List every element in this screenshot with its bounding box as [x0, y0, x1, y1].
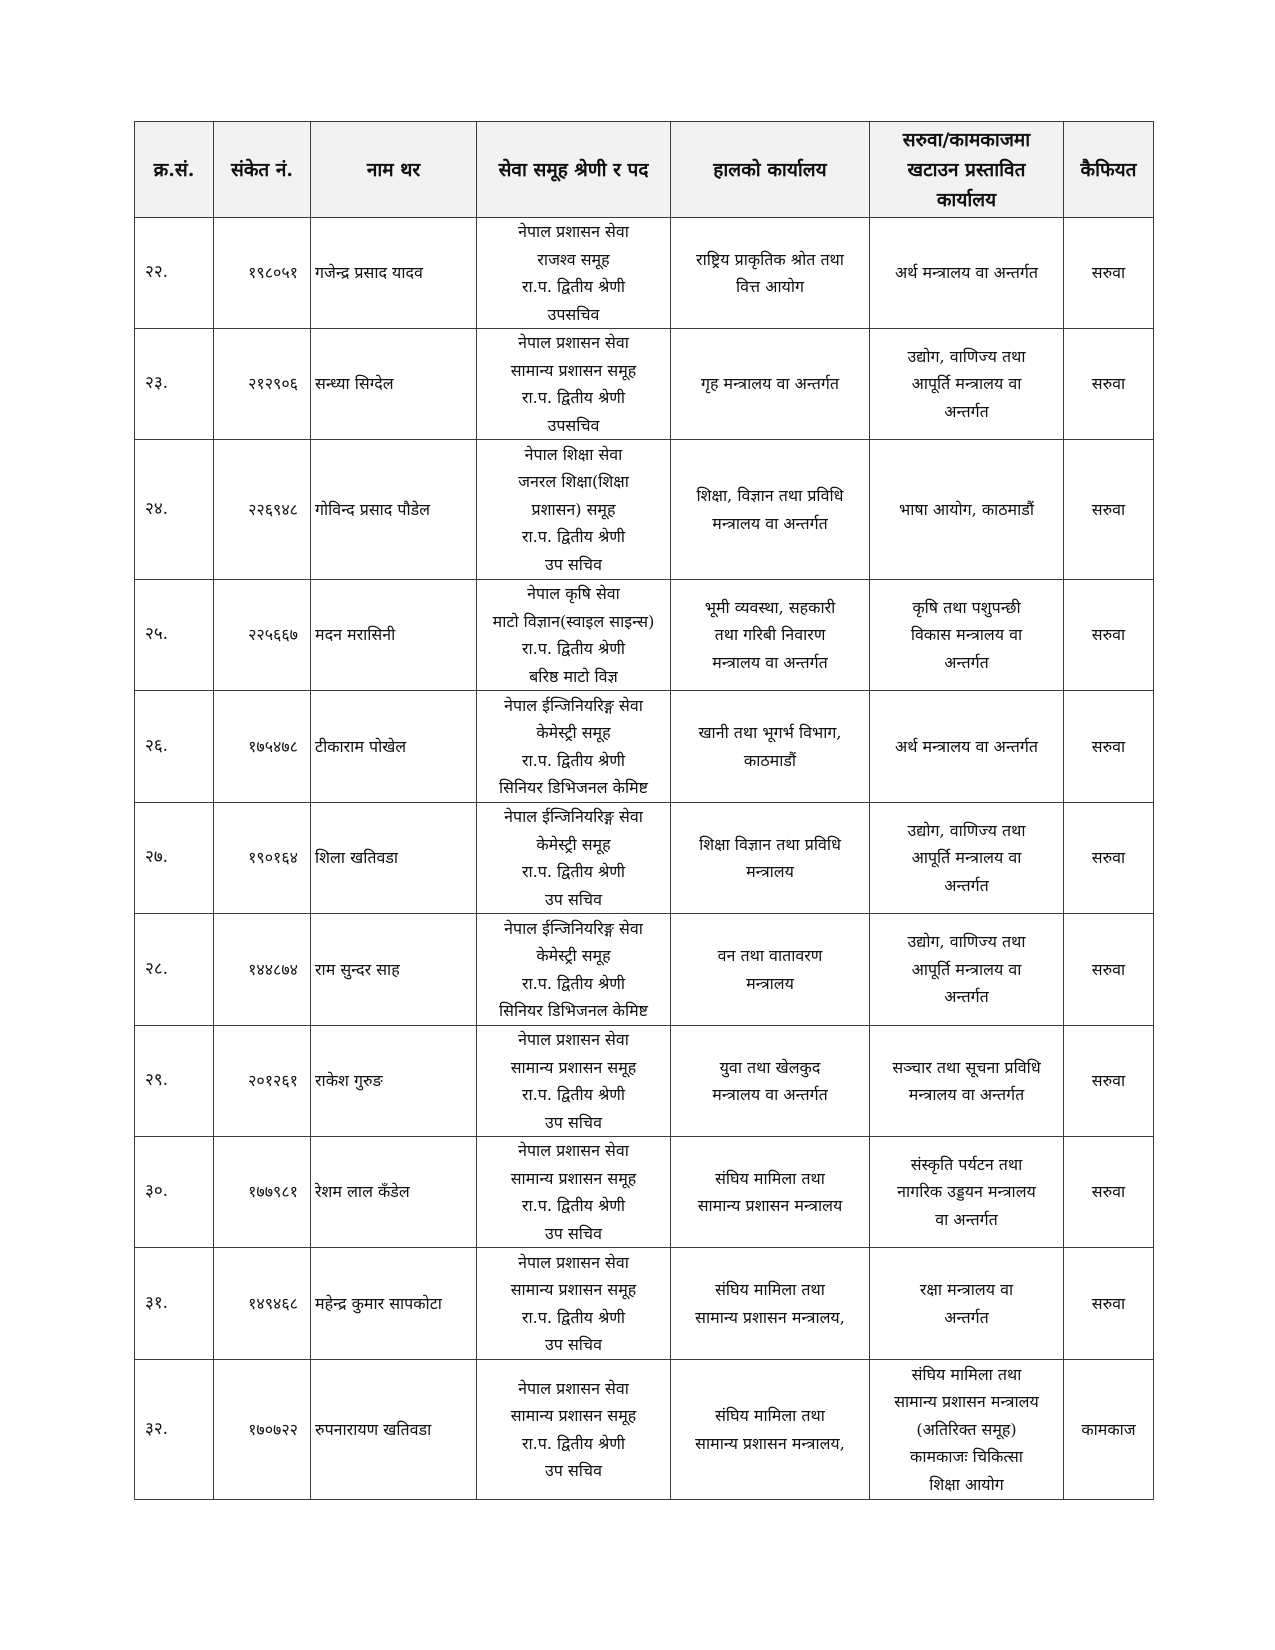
service-cell [477, 329, 671, 440]
name-cell: रुपनारायण खतिवडा [311, 1360, 477, 1500]
header-service-group-class-post: सेवा समूह श्रेणी र पद [477, 122, 671, 218]
name-cell: गजेन्द्र प्रसाद यादव [311, 218, 477, 329]
proposed-office-line: अर्थ मन्त्रालय वा अन्तर्गत [894, 263, 1039, 283]
proposed-office-line: अन्तर्गत [944, 987, 989, 1007]
service-line: उप सचिव [545, 889, 602, 909]
proposed-office-line: (अतिरिक्त समूह) [916, 1419, 1017, 1439]
proposed-office-line: कृषि तथा पशुपन्छी [912, 597, 1021, 617]
proposed-office-line: भाषा आयोग, काठमाडौं [899, 499, 1034, 519]
proposed-office-line: आपूर्ति मन्त्रालय वा [911, 374, 1022, 394]
proposed-office-line: रक्षा मन्त्रालय वा [919, 1280, 1014, 1299]
service-line: नेपाल प्रशासन सेवा [518, 1141, 629, 1160]
proposed-office-cell [870, 580, 1064, 691]
proposed-office-line: अन्तर्गत [944, 1307, 989, 1327]
current-office-line: शिक्षा, विज्ञान तथा प्रविधि [696, 486, 844, 505]
service-line: बरिष्ठ माटो विज्ञ [529, 666, 618, 686]
code-number-cell: १४४८७४ [214, 914, 311, 1026]
current-office-cell [671, 1026, 870, 1137]
current-office-line: मन्त्रालय वा अन्तर्गत [712, 1085, 828, 1104]
transfer-table [134, 121, 1154, 1500]
current-office-line: सामान्य प्रशासन मन्त्रालय [697, 1196, 843, 1215]
serial-number-cell: ३०. [135, 1137, 214, 1248]
service-line: नेपाल शिक्षा सेवा [524, 444, 623, 464]
table-row [135, 914, 1154, 1026]
current-office-cell [671, 1137, 870, 1248]
remarks-cell: सरुवा [1064, 218, 1154, 329]
remarks-cell: कामकाज [1064, 1360, 1154, 1500]
service-line: नेपाल प्रशासन सेवा [518, 222, 629, 241]
service-line: प्रशासन) समूह [531, 499, 616, 519]
current-office-line: मन्त्रालय [746, 973, 794, 993]
service-line: सामान्य प्रशासन समूह [510, 360, 637, 380]
current-office-line: गृह मन्त्रालय वा अन्तर्गत [700, 374, 840, 394]
proposed-office-line: नागरिक उड्डयन मन्त्रालय [897, 1182, 1036, 1202]
current-office-line: मन्त्रालय वा अन्तर्गत [712, 513, 828, 533]
current-office-cell [671, 914, 870, 1026]
table-row [135, 1026, 1154, 1137]
code-number-cell: १९०१६४ [214, 803, 311, 914]
service-line: सामान्य प्रशासन समूह [510, 1280, 637, 1299]
proposed-office-cell [870, 1026, 1064, 1137]
name-cell: महेन्द्र कुमार सापकोटा [311, 1248, 477, 1360]
service-line: रा.प. द्वितीय श्रेणी [521, 973, 626, 993]
code-number-cell: १७०७२२ [214, 1360, 311, 1500]
header-current-office: हालको कार्यालय [671, 122, 870, 218]
service-line: केमेस्ट्री समूह [536, 946, 611, 965]
current-office-line: काठमाडौं [743, 750, 797, 770]
service-line: राजश्व समूह [537, 249, 610, 269]
service-line: रा.प. द्वितीय श्रेणी [521, 1433, 626, 1453]
remarks-cell: सरुवा [1064, 1137, 1154, 1248]
service-cell [477, 1360, 671, 1500]
proposed-office-cell [870, 1137, 1064, 1248]
remarks-cell: सरुवा [1064, 914, 1154, 1026]
proposed-office-cell [870, 1360, 1064, 1500]
header-proposed-office-line: कार्यालय [936, 188, 997, 211]
name-cell: रेशम लाल कँडेल [311, 1137, 477, 1248]
table-row [135, 691, 1154, 803]
remarks-cell: सरुवा [1064, 1026, 1154, 1137]
remarks-cell: सरुवा [1064, 580, 1154, 691]
table-row [135, 1137, 1154, 1248]
current-office-line: संघिय मामिला तथा [715, 1406, 825, 1425]
proposed-office-line: आपूर्ति मन्त्रालय वा [911, 848, 1022, 868]
service-cell [477, 1248, 671, 1360]
proposed-office-line: उद्योग, वाणिज्य तथा [907, 932, 1026, 952]
current-office-line: संघिय मामिला तथा [715, 1168, 825, 1188]
current-office-line: संघिय मामिला तथा [715, 1280, 825, 1299]
service-line: नेपाल प्रशासन सेवा [518, 333, 629, 352]
service-line: नेपाल प्रशासन सेवा [518, 1252, 629, 1272]
service-line: उप सचिव [545, 1335, 602, 1354]
proposed-office-cell [870, 1248, 1064, 1360]
service-cell [477, 1137, 671, 1248]
name-cell: शिला खतिवडा [311, 803, 477, 914]
serial-number-cell: २७. [135, 803, 214, 914]
service-cell [477, 218, 671, 329]
code-number-cell: १७५४७८ [214, 691, 311, 803]
table-row [135, 803, 1154, 914]
proposed-office-line: अर्थ मन्त्रालय वा अन्तर्गत [894, 736, 1039, 756]
current-office-line: सामान्य प्रशासन मन्त्रालय, [695, 1307, 845, 1327]
current-office-line: शिक्षा विज्ञान तथा प्रविधि [699, 834, 841, 854]
header-serial-number: क्र.सं. [135, 122, 214, 218]
header-proposed-office-line: खटाउन प्रस्तावित [907, 158, 1026, 181]
proposed-office-line: संस्कृति पर्यटन तथा [910, 1154, 1023, 1174]
service-line: नेपाल प्रशासन सेवा [518, 1030, 629, 1049]
service-line: उप सचिव [545, 1112, 602, 1132]
serial-number-cell: २३. [135, 329, 214, 440]
table-row [135, 580, 1154, 691]
current-office-line: मन्त्रालय वा अन्तर्गत [712, 652, 828, 672]
service-line: जनरल शिक्षा(शिक्षा [518, 472, 629, 492]
service-line: केमेस्ट्री समूह [536, 723, 611, 742]
current-office-line: वन तथा वातावरण [717, 946, 823, 965]
serial-number-cell: २५. [135, 580, 214, 691]
current-office-cell [671, 1360, 870, 1500]
service-line: रा.प. द्वितीय श्रेणी [521, 277, 626, 296]
service-line: केमेस्ट्री समूह [536, 834, 611, 854]
service-cell [477, 914, 671, 1026]
service-cell [477, 580, 671, 691]
serial-number-cell: ३२. [135, 1360, 214, 1500]
table-row [135, 329, 1154, 440]
service-line: सामान्य प्रशासन समूह [510, 1406, 637, 1425]
service-line: रा.प. द्वितीय श्रेणी [521, 1085, 626, 1104]
proposed-office-cell [870, 803, 1064, 914]
service-line: नेपाल कृषि सेवा [527, 584, 620, 603]
proposed-office-line: विकास मन्त्रालय वा [910, 625, 1023, 645]
current-office-cell [671, 580, 870, 691]
table-row [135, 218, 1154, 329]
proposed-office-cell [870, 440, 1064, 580]
current-office-cell [671, 691, 870, 803]
remarks-cell: सरुवा [1064, 1248, 1154, 1360]
code-number-cell: २१२९०६ [214, 329, 311, 440]
current-office-line: वित्त आयोग [736, 277, 804, 296]
service-line: सिनियर डिभिजनल केमिष्ट [498, 1001, 649, 1020]
proposed-office-line: सामान्य प्रशासन मन्त्रालय [894, 1392, 1039, 1412]
current-office-cell [671, 329, 870, 440]
service-line: माटो विज्ञान(स्वाइल साइन्स) [492, 611, 655, 631]
proposed-office-line: आपूर्ति मन्त्रालय वा [911, 959, 1022, 979]
proposed-office-cell [870, 914, 1064, 1026]
remarks-cell: सरुवा [1064, 691, 1154, 803]
header-name: नाम थर [311, 122, 477, 218]
name-cell: सन्ध्या सिग्देल [311, 329, 477, 440]
service-line: रा.प. द्वितीय श्रेणी [521, 862, 626, 881]
service-line: सामान्य प्रशासन समूह [510, 1168, 637, 1188]
proposed-office-line: उद्योग, वाणिज्य तथा [907, 346, 1026, 366]
header-proposed-office [870, 122, 1064, 218]
serial-number-cell: ३१. [135, 1248, 214, 1360]
code-number-cell: १४९४६८ [214, 1248, 311, 1360]
service-line: नेपाल ईन्जिनियरिङ्ग सेवा [504, 918, 643, 938]
serial-number-cell: २६. [135, 691, 214, 803]
current-office-cell [671, 218, 870, 329]
current-office-line: भूमी व्यवस्था, सहकारी [704, 597, 836, 617]
code-number-cell: १९८०५१ [214, 218, 311, 329]
proposed-office-line: उद्योग, वाणिज्य तथा [907, 820, 1026, 840]
proposed-office-cell [870, 691, 1064, 803]
current-office-line: तथा गरिबी निवारण [714, 625, 826, 645]
name-cell: राकेश गुरुङ [311, 1026, 477, 1137]
service-line: उप सचिव [545, 554, 602, 574]
current-office-line: सामान्य प्रशासन मन्त्रालय, [695, 1433, 845, 1453]
current-office-cell [671, 803, 870, 914]
service-cell [477, 1026, 671, 1137]
proposed-office-line: कामकाजः चिकित्सा [910, 1447, 1023, 1467]
service-line: उप सचिव [545, 1461, 602, 1480]
service-line: नेपाल प्रशासन सेवा [518, 1378, 629, 1398]
current-office-line: मन्त्रालय [746, 862, 794, 881]
service-cell [477, 440, 671, 580]
service-line: उपसचिव [547, 304, 600, 324]
proposed-office-line: मन्त्रालय वा अन्तर्गत [908, 1085, 1025, 1104]
proposed-office-cell [870, 218, 1064, 329]
current-office-line: युवा तथा खेलकुद [719, 1057, 821, 1077]
header-row [135, 122, 1154, 218]
proposed-office-line: अन्तर्गत [944, 652, 989, 672]
proposed-office-line: अन्तर्गत [944, 875, 989, 895]
current-office-cell [671, 1248, 870, 1360]
service-line: नेपाल ईन्जिनियरिङ्ग सेवा [504, 807, 643, 826]
service-line: उप सचिव [545, 1223, 602, 1243]
serial-number-cell: २९. [135, 1026, 214, 1137]
current-office-line: राष्ट्रिय प्राकृतिक श्रोत तथा [696, 249, 844, 269]
proposed-office-line: अन्तर्गत [944, 401, 989, 421]
service-line: रा.प. द्वितीय श्रेणी [521, 527, 626, 547]
service-line: सिनियर डिभिजनल केमिष्ट [498, 778, 649, 797]
name-cell: मदन मरासिनी [311, 580, 477, 691]
header-code-number: संकेत नं. [214, 122, 311, 218]
proposed-office-cell [870, 329, 1064, 440]
remarks-cell: सरुवा [1064, 329, 1154, 440]
service-cell [477, 691, 671, 803]
service-line: रा.प. द्वितीय श्रेणी [521, 1307, 626, 1327]
proposed-office-line: शिक्षा आयोग [929, 1474, 1004, 1494]
proposed-office-line: संघिय मामिला तथा [911, 1364, 1022, 1384]
remarks-cell: सरुवा [1064, 803, 1154, 914]
service-line: रा.प. द्वितीय श्रेणी [521, 639, 626, 658]
serial-number-cell: २८. [135, 914, 214, 1026]
service-line: रा.प. द्वितीय श्रेणी [521, 1196, 626, 1215]
serial-number-cell: २४. [135, 440, 214, 580]
code-number-cell: २२५६६७ [214, 580, 311, 691]
name-cell: गोविन्द प्रसाद पौडेल [311, 440, 477, 580]
name-cell: टीकाराम पोखेल [311, 691, 477, 803]
service-line: रा.प. द्वितीय श्रेणी [521, 750, 626, 770]
service-line: नेपाल ईन्जिनियरिङ्ग सेवा [504, 695, 643, 715]
header-proposed-office-line: सरुवा/कामकाजमा [902, 128, 1031, 151]
service-line: उपसचिव [547, 415, 600, 435]
serial-number-cell: २२. [135, 218, 214, 329]
name-cell: राम सुन्दर साह [311, 914, 477, 1026]
service-line: सामान्य प्रशासन समूह [510, 1057, 637, 1077]
current-office-cell [671, 440, 870, 580]
remarks-cell: सरुवा [1064, 440, 1154, 580]
code-number-cell: २२६९४८ [214, 440, 311, 580]
code-number-cell: २०१२६१ [214, 1026, 311, 1137]
code-number-cell: १७७९८१ [214, 1137, 311, 1248]
proposed-office-line: वा अन्तर्गत [935, 1209, 998, 1229]
service-line: रा.प. द्वितीय श्रेणी [521, 388, 626, 407]
table-row [135, 440, 1154, 580]
proposed-office-line: सञ्चार तथा सूचना प्रविधि [892, 1057, 1041, 1077]
table-body [135, 218, 1154, 1500]
table-row [135, 1360, 1154, 1500]
table-row [135, 1248, 1154, 1360]
header-remarks: कैफियत [1064, 122, 1154, 218]
service-cell [477, 803, 671, 914]
current-office-line: खानी तथा भूगर्भ विभाग, [698, 723, 842, 742]
